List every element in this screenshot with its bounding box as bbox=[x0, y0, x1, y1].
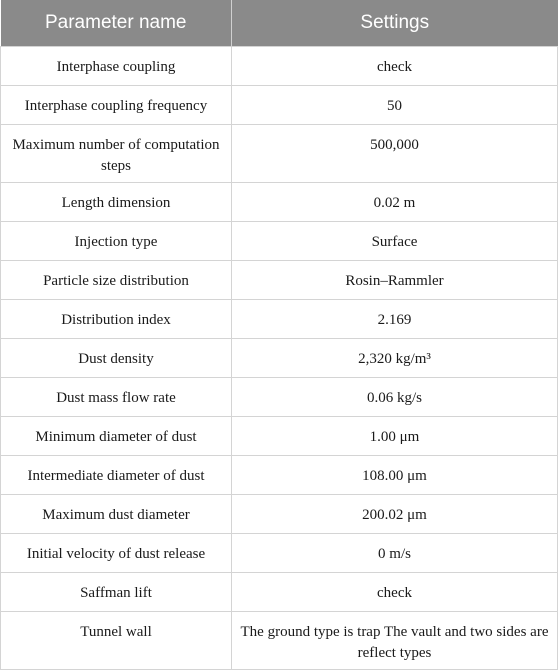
setting-cell: 0.06 kg/s bbox=[232, 378, 558, 417]
table-row bbox=[1, 495, 558, 534]
setting-cell: 2,320 kg/m³ bbox=[232, 339, 558, 378]
param-cell: Saffman lift bbox=[1, 573, 232, 612]
table-row bbox=[1, 300, 558, 339]
param-cell: Dust density bbox=[1, 339, 232, 378]
table-row bbox=[1, 612, 558, 670]
table-row bbox=[1, 222, 558, 261]
param-cell: Interphase coupling frequency bbox=[1, 86, 232, 125]
setting-cell: check bbox=[232, 47, 558, 86]
param-cell: Tunnel wall bbox=[1, 612, 232, 670]
param-cell: Length dimension bbox=[1, 183, 232, 222]
header-settings: Settings bbox=[232, 0, 558, 47]
param-cell: Injection type bbox=[1, 222, 232, 261]
table-row bbox=[1, 339, 558, 378]
setting-cell: 0 m/s bbox=[232, 534, 558, 573]
table-row bbox=[1, 261, 558, 300]
header-parameter-name: Parameter name bbox=[1, 0, 232, 47]
table-row bbox=[1, 456, 558, 495]
table-row bbox=[1, 47, 558, 86]
setting-cell: Rosin–Rammler bbox=[232, 261, 558, 300]
table-row bbox=[1, 86, 558, 125]
setting-cell: 500,000 bbox=[232, 125, 558, 183]
setting-cell: 50 bbox=[232, 86, 558, 125]
param-cell: Minimum diameter of dust bbox=[1, 417, 232, 456]
param-cell: Distribution index bbox=[1, 300, 232, 339]
param-cell: Dust mass flow rate bbox=[1, 378, 232, 417]
table-row bbox=[1, 378, 558, 417]
table-row bbox=[1, 534, 558, 573]
param-cell: Particle size distribution bbox=[1, 261, 232, 300]
header-row bbox=[1, 0, 558, 47]
table-row bbox=[1, 125, 558, 183]
setting-cell: 108.00 μm bbox=[232, 456, 558, 495]
param-cell: Intermediate diameter of dust bbox=[1, 456, 232, 495]
setting-cell: 0.02 m bbox=[232, 183, 558, 222]
setting-cell: Surface bbox=[232, 222, 558, 261]
setting-cell: 2.169 bbox=[232, 300, 558, 339]
param-cell: Maximum dust diameter bbox=[1, 495, 232, 534]
setting-cell: The ground type is trap The vault and two sides are reflect types bbox=[232, 612, 558, 670]
param-cell: Maximum number of computation steps bbox=[1, 125, 232, 183]
param-cell: Initial velocity of dust release bbox=[1, 534, 232, 573]
table-row bbox=[1, 183, 558, 222]
setting-cell: 1.00 μm bbox=[232, 417, 558, 456]
setting-cell: check bbox=[232, 573, 558, 612]
setting-cell: 200.02 μm bbox=[232, 495, 558, 534]
param-cell: Interphase coupling bbox=[1, 47, 232, 86]
table-row bbox=[1, 573, 558, 612]
table-row bbox=[1, 417, 558, 456]
